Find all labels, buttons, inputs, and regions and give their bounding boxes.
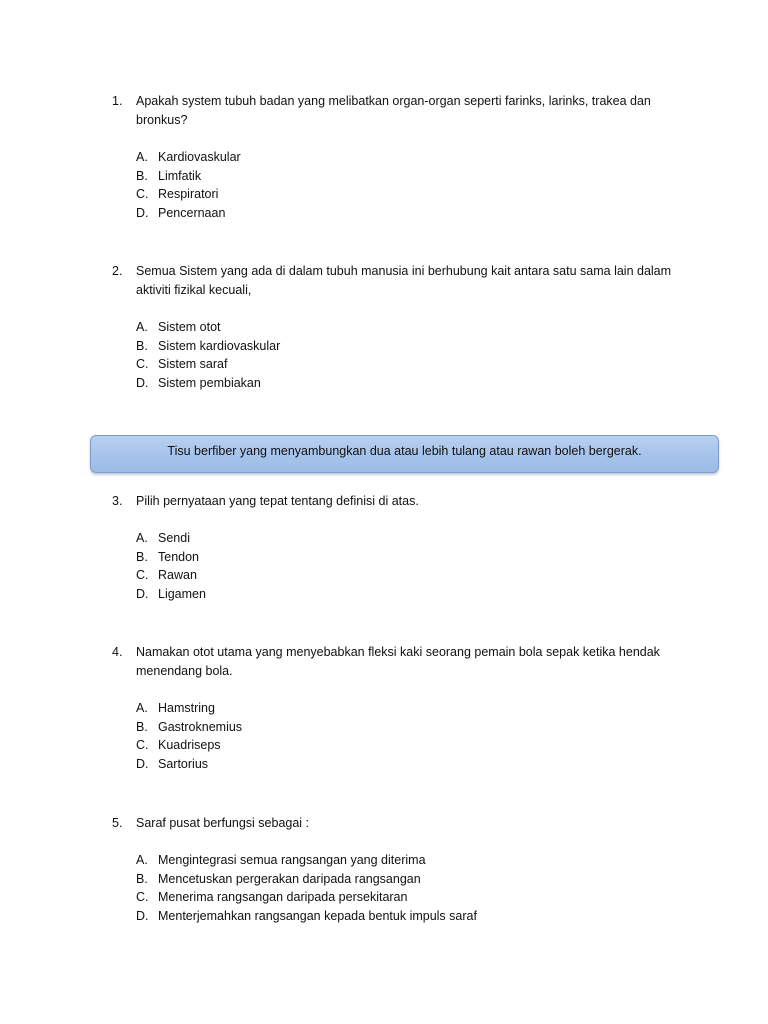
question-4 xyxy=(112,643,702,774)
option-text: Respiratori xyxy=(158,187,219,202)
option-letter: A. xyxy=(136,853,148,867)
option-text: Limfatik xyxy=(158,168,202,183)
option-d xyxy=(136,907,702,926)
option-list xyxy=(136,148,702,223)
option-text: Sistem pembiakan xyxy=(158,376,261,391)
option-letter: C. xyxy=(136,357,149,372)
option-letter: B. xyxy=(136,168,148,183)
option-c xyxy=(136,888,702,907)
option-text: Menerima rangsangan daripada persekitaran xyxy=(158,890,408,905)
option-text: Menterjemahkan rangsangan kepada bentuk impuls saraf xyxy=(158,909,477,924)
option-letter: B. xyxy=(136,871,148,886)
option-text: Sartorius xyxy=(158,757,209,772)
option-b xyxy=(136,167,702,186)
option-letter: C. xyxy=(136,738,149,753)
question-number: 2. xyxy=(112,264,123,278)
option-d xyxy=(136,204,702,223)
option-b xyxy=(136,718,702,737)
option-b xyxy=(136,548,702,567)
option-text: Pencernaan xyxy=(158,206,226,221)
option-letter: D. xyxy=(136,757,149,772)
option-d xyxy=(136,755,702,774)
definition-box xyxy=(90,435,719,473)
option-text: Sistem saraf xyxy=(158,357,228,372)
option-letter: B. xyxy=(136,719,148,734)
option-b xyxy=(136,870,702,889)
option-text: Hamstring xyxy=(158,701,215,715)
option-c xyxy=(136,185,702,204)
option-letter: A. xyxy=(136,320,148,334)
option-letter: C. xyxy=(136,568,149,583)
option-text: Ligamen xyxy=(158,587,206,602)
option-text: Sistem otot xyxy=(158,320,221,334)
option-b xyxy=(136,337,702,356)
option-list xyxy=(136,851,702,926)
option-a xyxy=(136,318,702,337)
option-letter: B. xyxy=(136,338,148,353)
option-letter: A. xyxy=(136,150,148,164)
question-number: 3. xyxy=(112,494,123,508)
question-text: Saraf pusat berfungsi sebagai : xyxy=(136,816,310,830)
option-letter: A. xyxy=(136,701,148,715)
question-3 xyxy=(112,492,702,604)
option-a xyxy=(136,148,702,167)
question-number: 4. xyxy=(112,645,123,659)
option-letter: D. xyxy=(136,376,149,391)
question-number: 5. xyxy=(112,816,123,830)
question-text: Pilih pernyataan yang tepat tentang definisi di atas. xyxy=(136,494,419,508)
option-text: Rawan xyxy=(158,568,197,583)
question-stem xyxy=(112,492,702,511)
option-a xyxy=(136,851,702,870)
question-stem xyxy=(112,814,702,833)
option-c xyxy=(136,355,702,374)
question-1 xyxy=(112,92,702,223)
question-number: 1. xyxy=(112,94,123,108)
option-letter: C. xyxy=(136,890,149,905)
option-a xyxy=(136,699,702,718)
option-text: Kardiovaskular xyxy=(158,150,241,164)
question-2 xyxy=(112,262,702,393)
option-text: Mengintegrasi semua rangsangan yang diterima xyxy=(158,853,426,867)
question-5 xyxy=(112,814,702,926)
option-list xyxy=(136,529,702,604)
question-text: Apakah system tubuh badan yang melibatkan organ-organ seperti farinks, larinks, trakea dan bronkus? xyxy=(136,94,651,127)
option-letter: D. xyxy=(136,909,149,924)
option-text: Gastroknemius xyxy=(158,719,243,734)
option-text: Sendi xyxy=(158,531,190,545)
question-text: Namakan otot utama yang menyebabkan fleksi kaki seorang pemain bola sepak ketika hendak menendang bola. xyxy=(136,645,660,678)
question-stem xyxy=(112,92,702,130)
option-letter: A. xyxy=(136,531,148,545)
definition-text: Tisu berfiber yang menyambungkan dua atau lebih tulang atau rawan boleh bergerak. xyxy=(167,444,642,458)
option-a xyxy=(136,529,702,548)
option-text: Mencetuskan pergerakan daripada rangsangan xyxy=(158,871,421,886)
question-text: Semua Sistem yang ada di dalam tubuh manusia ini berhubung kait antara satu sama lain dalam aktiviti fizikal kecuali, xyxy=(136,264,672,297)
question-stem xyxy=(112,643,702,681)
option-c xyxy=(136,736,702,755)
option-d xyxy=(136,374,702,393)
option-text: Kuadriseps xyxy=(158,738,221,753)
option-d xyxy=(136,585,702,604)
option-letter: D. xyxy=(136,206,149,221)
option-letter: B. xyxy=(136,549,148,564)
option-list xyxy=(136,318,702,393)
option-text: Sistem kardiovaskular xyxy=(158,338,281,353)
option-letter: D. xyxy=(136,587,149,602)
question-stem xyxy=(112,262,702,300)
option-list xyxy=(136,699,702,774)
option-letter: C. xyxy=(136,187,149,202)
option-text: Tendon xyxy=(158,549,200,564)
option-c xyxy=(136,566,702,585)
